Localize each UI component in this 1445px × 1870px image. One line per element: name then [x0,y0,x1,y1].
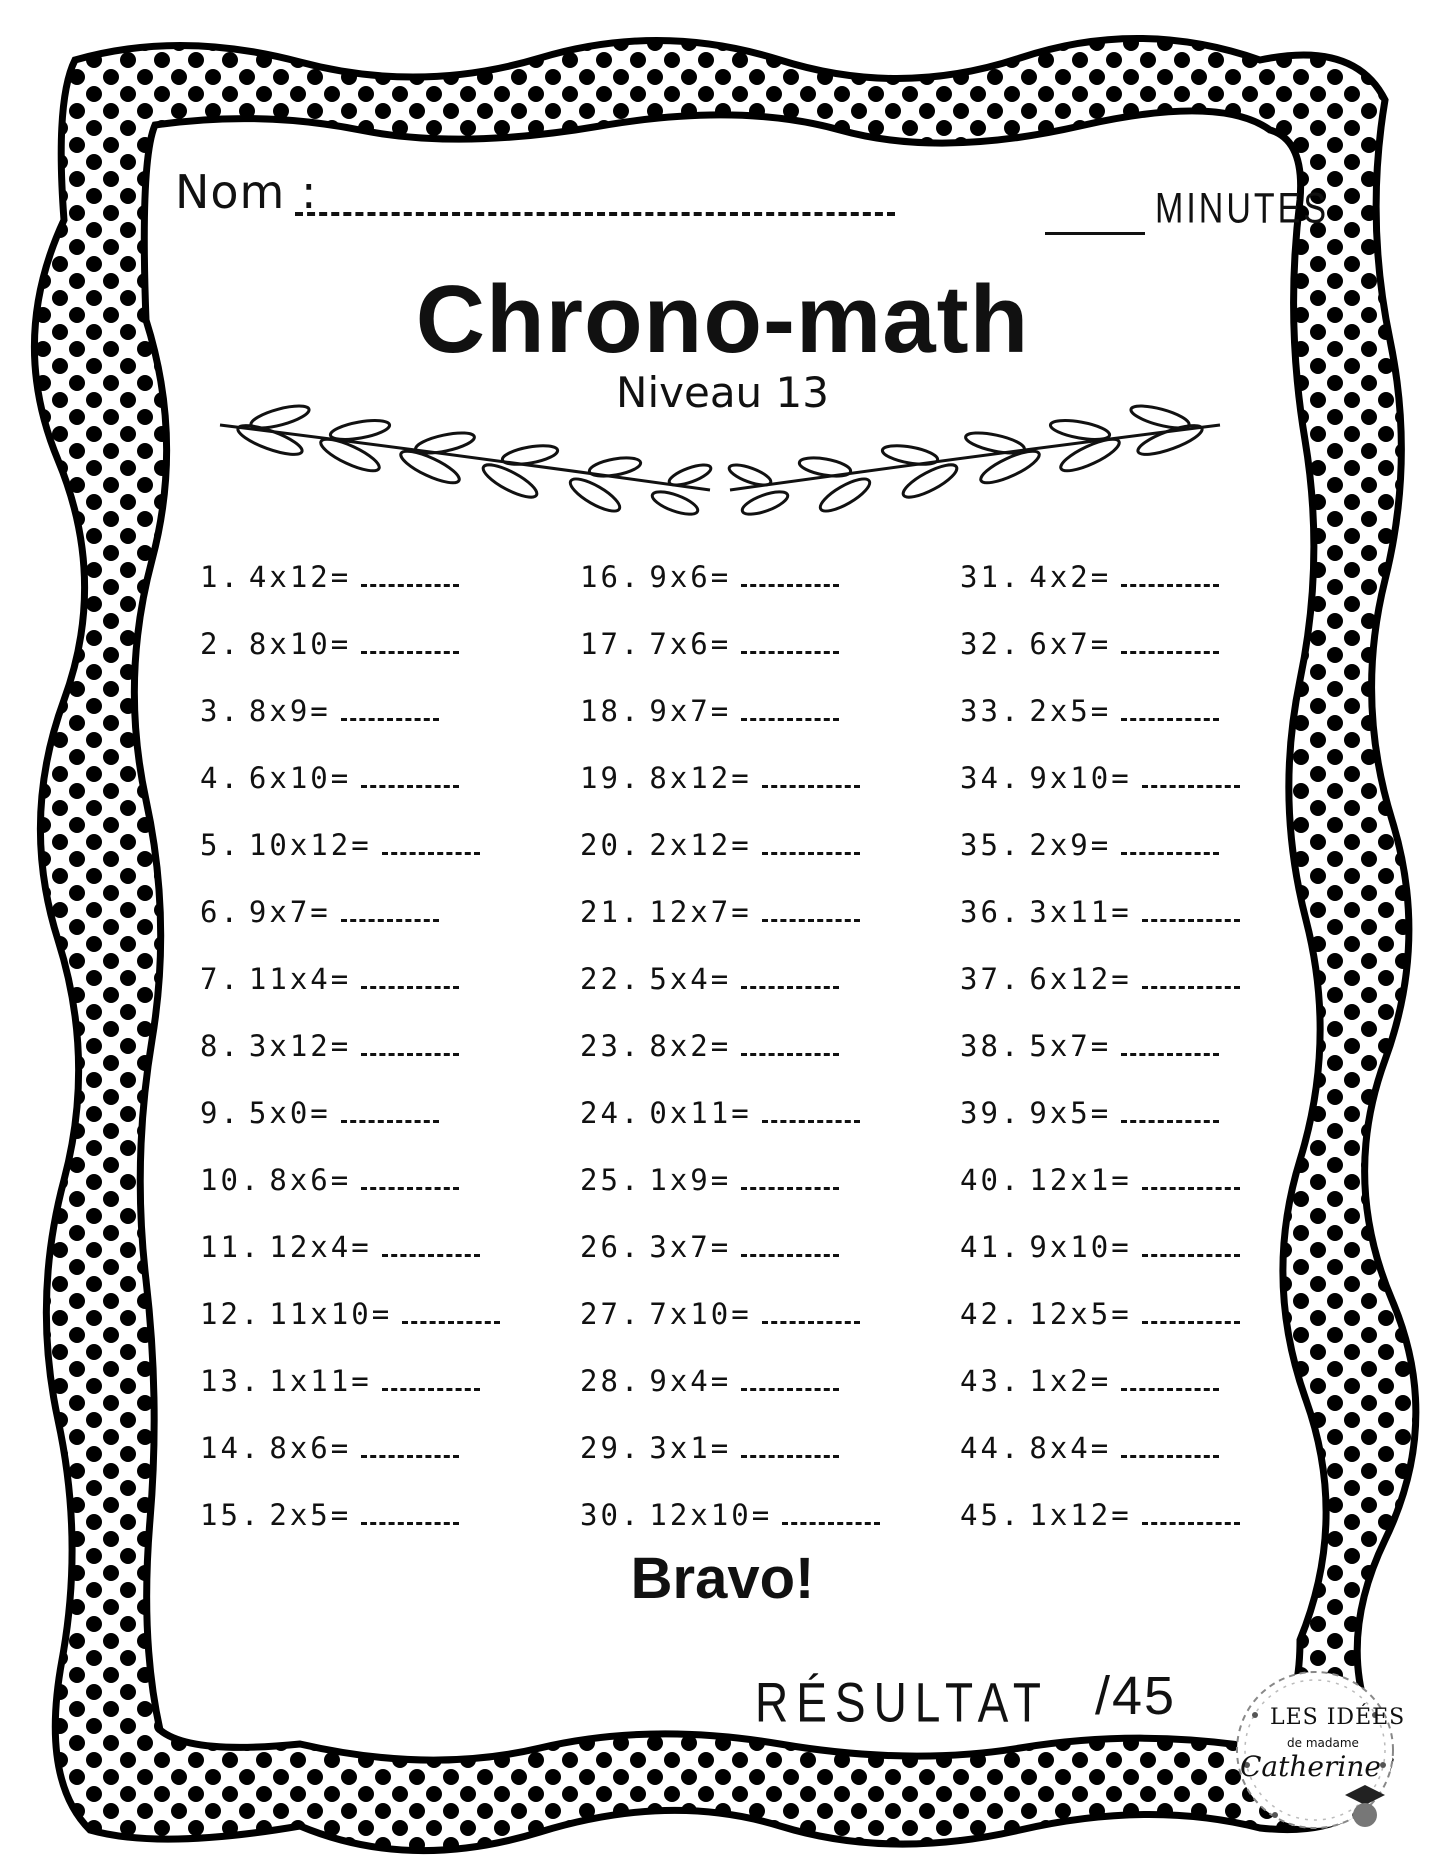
problem-item [200,694,500,761]
answer-blank[interactable] [341,919,439,922]
problem-number: 36. [960,895,1022,929]
problem-item [580,560,880,627]
problem-expression: 10x12= [248,828,372,862]
problem-expression: 2x9= [1029,828,1112,862]
problem-expression: 8x4= [1029,1431,1112,1465]
problem-item [200,627,500,694]
answer-blank[interactable] [741,584,839,587]
problem-item [200,560,500,627]
problem-number: 34. [960,761,1022,795]
answer-blank[interactable] [361,1053,459,1056]
problem-expression: 9x7= [248,895,331,929]
problem-item [200,1096,500,1163]
problem-number: 38. [960,1029,1022,1063]
minutes-field[interactable] [1045,232,1145,235]
problem-number: 44. [960,1431,1022,1465]
problem-number: 35. [960,828,1022,862]
problem-number: 15. [200,1498,262,1532]
problem-expression: 8x6= [269,1431,352,1465]
problem-number: 43. [960,1364,1022,1398]
problem-expression: 9x7= [649,694,732,728]
answer-blank[interactable] [382,852,480,855]
problem-number: 26. [580,1230,642,1264]
problem-expression: 3x11= [1029,895,1132,929]
problem-item [960,1029,1240,1096]
problem-number: 13. [200,1364,262,1398]
problem-number: 2. [200,627,241,661]
problem-expression: 6x12= [1029,962,1132,996]
answer-blank[interactable] [741,1187,839,1190]
problem-number: 3. [200,694,241,728]
logo-line-1: LES IDÉES [1270,1705,1406,1730]
answer-blank[interactable] [1121,1120,1219,1123]
problem-number: 14. [200,1431,262,1465]
problem-item [960,895,1240,962]
problem-number: 16. [580,560,642,594]
answer-blank[interactable] [1142,919,1240,922]
answer-blank[interactable] [382,1388,480,1391]
problem-expression: 8x10= [248,627,352,661]
problem-item [580,627,880,694]
answer-blank[interactable] [1121,1053,1219,1056]
problem-item [960,1230,1240,1297]
answer-blank[interactable] [741,1455,839,1458]
problem-expression: 6x10= [248,761,352,795]
problem-number: 19. [580,761,642,795]
problem-number: 17. [580,627,642,661]
answer-blank[interactable] [762,1120,860,1123]
problem-expression: 5x0= [248,1096,331,1130]
problem-number: 29. [580,1431,642,1465]
answer-blank[interactable] [361,1455,459,1458]
problem-expression: 7x10= [649,1297,752,1331]
problem-number: 32. [960,627,1022,661]
answer-blank[interactable] [361,651,459,654]
problem-item [580,1230,880,1297]
problem-expression: 12x10= [649,1498,773,1532]
problem-item [580,761,880,828]
problem-number: 4. [200,761,241,795]
problem-expression: 9x10= [1029,1230,1132,1264]
page-title: Chrono-math [415,266,1030,373]
problem-expression: 3x7= [649,1230,732,1264]
problem-number: 21. [580,895,642,929]
problem-number: 1. [200,560,241,594]
problem-number: 42. [960,1297,1022,1331]
problem-item [960,627,1240,694]
answer-blank[interactable] [762,785,860,788]
problem-expression: 12x4= [269,1230,372,1264]
problem-item [200,1163,500,1230]
problem-item [580,1297,880,1364]
problem-expression: 9x10= [1029,761,1132,795]
answer-blank[interactable] [1142,1187,1240,1190]
problem-expression: 11x10= [269,1297,393,1331]
bravo-text: Bravo! [630,1546,815,1611]
problem-expression: 4x2= [1029,560,1112,594]
answer-blank[interactable] [741,1388,839,1391]
problem-item [960,1297,1240,1364]
problem-expression: 3x12= [248,1029,352,1063]
problem-item [580,1364,880,1431]
problem-number: 45. [960,1498,1022,1532]
problem-number: 22. [580,962,642,996]
problem-item [580,1163,880,1230]
answer-blank[interactable] [361,986,459,989]
problem-expression: 2x5= [1029,694,1112,728]
answer-blank[interactable] [1142,785,1240,788]
problem-expression: 8x12= [649,761,752,795]
problem-number: 5. [200,828,241,862]
logo-line-3: Catherine [1240,1750,1381,1783]
problem-expression: 1x12= [1029,1498,1132,1532]
answer-blank[interactable] [402,1321,500,1324]
problem-item [200,962,500,1029]
problem-number: 9. [200,1096,241,1130]
answer-blank[interactable] [361,584,459,587]
problem-item [960,560,1240,627]
answer-blank[interactable] [1121,1455,1219,1458]
problem-item [200,1431,500,1498]
problem-number: 28. [580,1364,642,1398]
problem-number: 12. [200,1297,262,1331]
answer-blank[interactable] [341,718,439,721]
problem-number: 30. [580,1498,642,1532]
problem-expression: 0x11= [649,1096,752,1130]
answer-blank[interactable] [1142,1321,1240,1324]
problem-item [580,1431,880,1498]
problem-item [960,962,1240,1029]
name-label: Nom : [175,165,318,219]
problem-item [960,761,1240,828]
problem-expression: 1x2= [1029,1364,1112,1398]
problem-item [580,895,880,962]
problem-expression: 12x1= [1029,1163,1132,1197]
answer-blank[interactable] [1121,1388,1219,1391]
answer-blank[interactable] [1121,584,1219,587]
problem-number: 40. [960,1163,1022,1197]
answer-blank[interactable] [1142,1522,1240,1525]
problem-item [200,1230,500,1297]
problem-item [960,1096,1240,1163]
problem-expression: 9x5= [1029,1096,1112,1130]
problem-item [580,1096,880,1163]
answer-blank[interactable] [361,785,459,788]
problem-number: 20. [580,828,642,862]
problem-expression: 11x4= [248,962,352,996]
problem-number: 8. [200,1029,241,1063]
problem-expression: 7x6= [649,627,732,661]
minutes-label: MINUTES [1155,185,1329,233]
problem-expression: 6x7= [1029,627,1112,661]
problem-column-3 [960,560,1240,1565]
problem-item [200,1364,500,1431]
problem-number: 33. [960,694,1022,728]
problem-expression: 1x11= [269,1364,372,1398]
answer-blank[interactable] [382,1254,480,1257]
answer-blank[interactable] [741,718,839,721]
problem-expression: 5x7= [1029,1029,1112,1063]
problem-item [960,1163,1240,1230]
problem-item [200,1297,500,1364]
problem-item [200,1029,500,1096]
answer-blank[interactable] [361,1522,459,1525]
answer-blank[interactable] [762,1321,860,1324]
problem-item [580,828,880,895]
answer-blank[interactable] [762,852,860,855]
problem-item [580,694,880,761]
problem-number: 27. [580,1297,642,1331]
problem-item [580,1029,880,1096]
answer-blank[interactable] [1142,1254,1240,1257]
problem-item [200,761,500,828]
problem-expression: 3x1= [649,1431,732,1465]
problem-expression: 12x5= [1029,1297,1132,1331]
answer-blank[interactable] [741,651,839,654]
problem-number: 39. [960,1096,1022,1130]
problem-number: 25. [580,1163,642,1197]
problem-item [200,895,500,962]
problem-expression: 2x12= [649,828,752,862]
problem-number: 7. [200,962,241,996]
problem-expression: 2x5= [269,1498,352,1532]
problem-item [960,1431,1240,1498]
name-field[interactable] [295,212,895,216]
answer-blank[interactable] [741,1254,839,1257]
laurel-decoration-icon [210,395,1230,525]
problem-item [960,828,1240,895]
problem-column-2 [580,560,880,1565]
answer-blank[interactable] [741,986,839,989]
problem-number: 23. [580,1029,642,1063]
answer-blank[interactable] [341,1120,439,1123]
problem-expression: 8x9= [248,694,331,728]
problem-number: 6. [200,895,241,929]
problem-item [960,694,1240,761]
problem-expression: 9x6= [649,560,732,594]
problem-number: 37. [960,962,1022,996]
problem-number: 31. [960,560,1022,594]
answer-blank[interactable] [1121,852,1219,855]
answer-blank[interactable] [782,1522,880,1525]
problem-expression: 5x4= [649,962,732,996]
problem-number: 18. [580,694,642,728]
answer-blank[interactable] [1121,718,1219,721]
problem-number: 24. [580,1096,642,1130]
problem-number: 41. [960,1230,1022,1264]
answer-blank[interactable] [361,1187,459,1190]
problem-column-1 [200,560,500,1565]
problem-item [580,962,880,1029]
problem-expression: 4x12= [248,560,352,594]
page-subtitle: Niveau 13 [616,368,829,417]
problem-item [200,828,500,895]
score-total: /45 [1095,1666,1177,1726]
answer-blank[interactable] [762,919,860,922]
answer-blank[interactable] [741,1053,839,1056]
problem-expression: 8x2= [649,1029,732,1063]
problem-item [960,1364,1240,1431]
problem-expression: 12x7= [649,895,752,929]
logo-line-2: de madame [1287,1736,1359,1750]
answer-blank[interactable] [1142,986,1240,989]
result-label: RÉSULTAT [755,1671,1050,1734]
answer-blank[interactable] [1121,651,1219,654]
problem-expression: 9x4= [649,1364,732,1398]
problem-expression: 1x9= [649,1163,732,1197]
problem-number: 10. [200,1163,262,1197]
problem-expression: 8x6= [269,1163,352,1197]
problem-number: 11. [200,1230,262,1264]
